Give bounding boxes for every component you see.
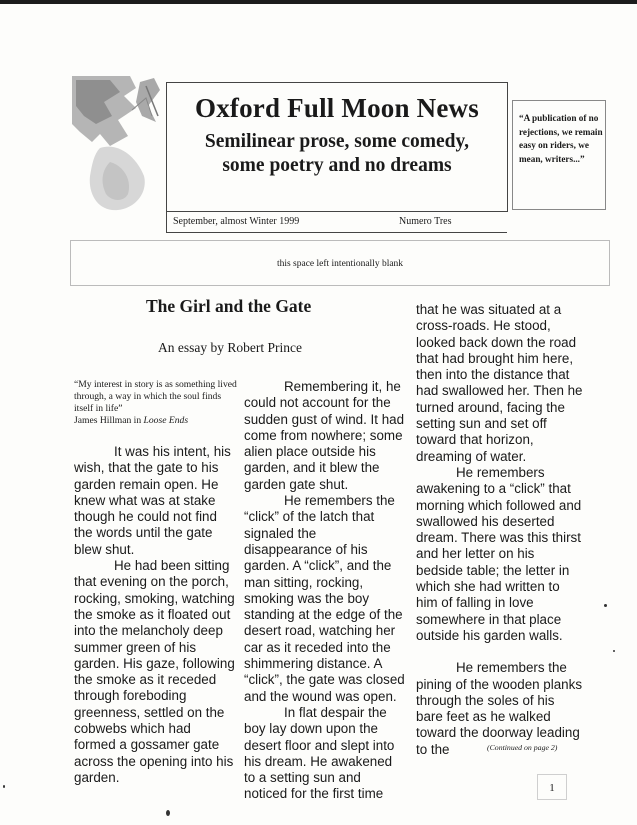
scan-speck [166, 810, 170, 816]
article-column-3 [416, 302, 584, 758]
scan-speck [604, 604, 607, 607]
newsletter-title: Oxford Full Moon News [195, 93, 479, 123]
issue-date: September, almost Winter 1999 [173, 216, 300, 227]
moon-bird-illustration [70, 76, 162, 214]
scan-speck [3, 785, 5, 788]
motto-box: “A publication of no rejections, we remain easy on riders, we mean, writers...” [512, 100, 606, 210]
issue-number: Numero Tres [399, 216, 452, 227]
epigraph-author: James Hillman in [74, 415, 144, 426]
article-column-2 [244, 379, 406, 803]
paragraph: He remembers the pining of the wooden planks through the soles of his bare feet as he walked toward the doorway leading to the [416, 660, 583, 757]
dateline [166, 212, 507, 233]
top-rule [0, 0, 637, 4]
article-column-1 [74, 444, 236, 786]
paragraph: Remembering it, he could not account for the sudden gust of wind. It had come from nowhere; some alien place outside his garden, and it blew the garden gate shut. [244, 379, 405, 492]
epigraph-source: Loose Ends [143, 415, 189, 426]
continued-note: (Continued on page 2) [487, 743, 558, 752]
epigraph-quote: “My interest in story is as something lived through, a way in which the soul finds itself in life” [74, 379, 237, 414]
paragraph: He remembers awakening to a “click” that morning which followed and swallowed his deserted dream. There was this thirst and her letter on his bedside table; the letter in which she had written to him of falling in love somewhere in that place outside his garden walls. [416, 464, 582, 643]
masthead [166, 82, 508, 212]
paragraph: It was his intent, his wish, that the gate to his garden remain open. He knew what was at stake though he could not find the words until the gate blew shut. [74, 444, 231, 557]
paragraph: In flat despair the boy lay down upon the desert floor and slept into his dream. He awakened to a setting sun and noticed for the first time [244, 704, 395, 802]
scan-speck [613, 650, 615, 652]
epigraph-attribution [74, 415, 242, 427]
page-number: 1 [537, 774, 567, 800]
article-title: The Girl and the Gate [146, 296, 312, 316]
blank-space-notice: this space left intentionally blank [70, 240, 610, 286]
paragraph: He remembers the “click” of the latch that signaled the disappearance of his garden. A “click”, and the man sitting, rocking, smoking was the boy standing at the edge of the desert road, watching her car as it receded into the shimmering distance. A “click”, the gate was closed and the wound was open. [244, 493, 405, 704]
article-byline: An essay by Robert Prince [158, 340, 302, 355]
newsletter-subtitle: Semilinear prose, some comedy, some poetry and no dreams [204, 131, 470, 176]
paragraph: He had been sitting that evening on the porch, rocking, smoking, watching the smoke as it floated out into the melancholy deep summer green of his garden. His gaze, following the smoke as it receded through foreboding greenness, settled on the cobwebs which had formed a gossamer gate across the opening into his garden. [74, 558, 235, 785]
epigraph [74, 379, 242, 427]
paragraph: that he was situated at a cross-roads. He stood, looked back down the road that had brought him here, then into the distance that had swallowed her. Then he turned around, facing the setting sun and set off toward that horizon, dreaming of water. [416, 302, 583, 464]
